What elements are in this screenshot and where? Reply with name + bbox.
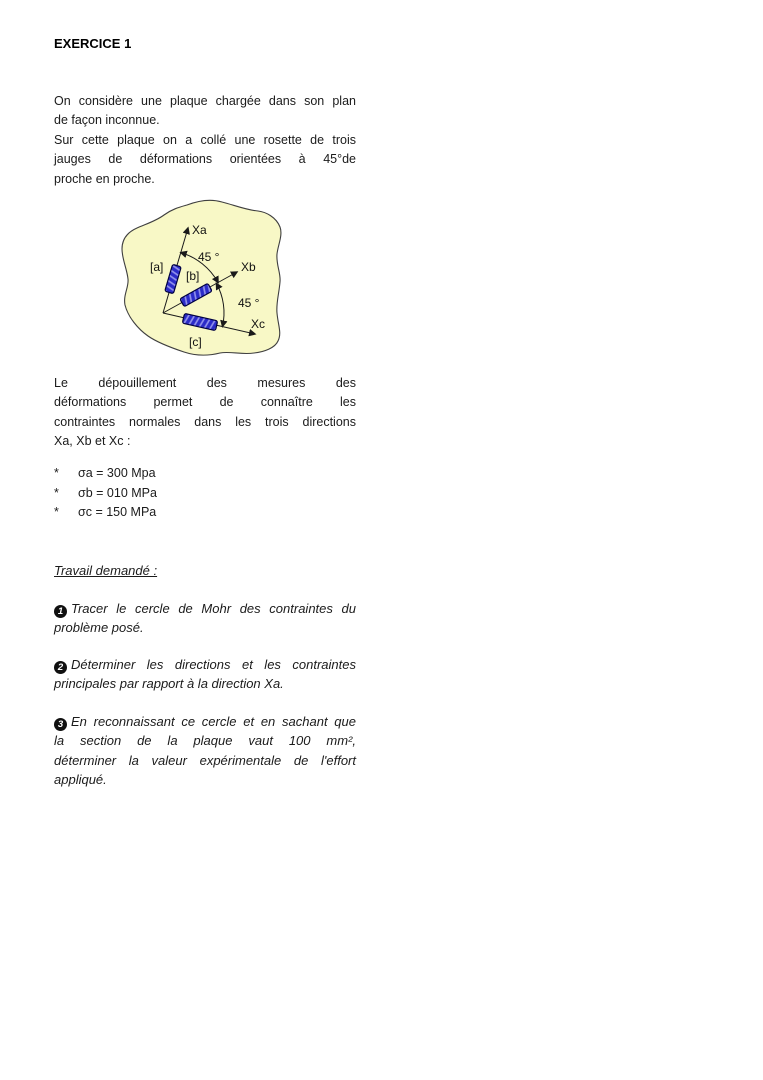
task-line: 1 Tracer le cercle de Mohr des contraintes du [54, 599, 356, 618]
stress-item-a [54, 466, 356, 486]
measures-line: déformations permet de connaître les [54, 395, 356, 410]
rosette-figure [110, 197, 300, 362]
task-line: déterminer la valeur expérimentale de l'effort [54, 752, 356, 768]
task-3-number-icon: 3 [54, 718, 67, 731]
angle-bc-label: 45 ° [238, 296, 260, 310]
angle-ab-label: 45 ° [198, 250, 220, 264]
task-3 [54, 712, 356, 790]
task-line: 3 En reconnaissant ce cercle et en sachant que [54, 712, 356, 731]
task-line: problème posé. [54, 620, 144, 636]
measures-paragraph [54, 374, 356, 452]
stress-list [54, 466, 356, 525]
gauge-c-label: [c] [189, 335, 202, 349]
intro-line: On considère une plaque chargée dans son plan [54, 94, 356, 108]
measures-line: Xa, Xb et Xc : [54, 434, 131, 449]
gauge-a-label: [a] [150, 260, 164, 274]
bullet-star: * [54, 485, 59, 500]
bullet-star: * [54, 505, 59, 519]
task-1 [54, 599, 356, 638]
stress-item-c [54, 505, 356, 525]
gauge-b-label: [b] [186, 269, 200, 283]
task-2-number-icon: 2 [54, 661, 67, 674]
task-2 [54, 655, 356, 694]
task-line: appliqué. [54, 772, 107, 788]
intro-paragraph [54, 92, 356, 189]
work-heading: Travail demandé : [54, 563, 158, 578]
intro-line: Sur cette plaque on a collé une rosette de trois [54, 132, 356, 147]
stress-item-b [54, 486, 356, 506]
stress-value: σc = 150 MPa [78, 505, 157, 519]
xb-axis-label: Xb [241, 260, 256, 274]
page-title: EXERCICE 1 [54, 36, 132, 51]
xa-axis-label: Xa [192, 223, 207, 237]
measures-line: Le dépouillement des mesures des [54, 376, 356, 390]
intro-line: jauges de déformations orientées à 45°de [54, 152, 356, 167]
bullet-star: * [54, 466, 59, 480]
xc-axis-label: Xc [251, 317, 266, 331]
task-line: 2 Déterminer les directions et les contraintes [54, 655, 356, 674]
task-1-number-icon: 1 [54, 605, 67, 618]
task-line: la section de la plaque vaut 100 mm², [54, 733, 356, 749]
stress-value: σa = 300 Mpa [78, 466, 156, 480]
intro-line: proche en proche. [54, 171, 155, 186]
measures-line: contraintes normales dans les trois directions [54, 414, 356, 429]
stress-value: σb = 010 MPa [78, 485, 157, 500]
task-line: principales par rapport à la direction Xa. [54, 676, 284, 692]
intro-line: de façon inconnue. [54, 113, 160, 128]
